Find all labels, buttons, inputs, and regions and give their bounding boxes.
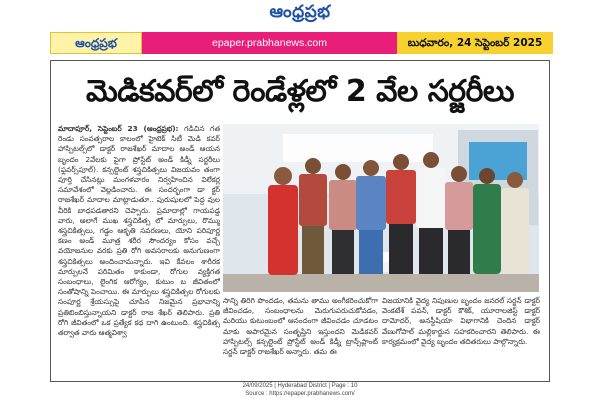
newspaper-logo: ఆంధ్రప్రభ: [269, 2, 331, 22]
article-dateline: మాదాపూర్, సెప్టెంబర్ 23 (ఆంధ్రప్రభ):: [58, 124, 179, 133]
page-footer: [0, 383, 600, 398]
header-bar: [50, 32, 553, 54]
article-photo: [223, 124, 539, 292]
article-column-2: సాన్ని తిరిగి పొందడం, తమను తాము అంగీకరించుకోగా జీవించడం, సంబంధాలను మెరుగుపరుచుకోవడం, మరియు కుటుంబంలో ఆనందంగా జీవించడం చూడటం మాకు అపారమైన సంతృప్తిని ఇస్తుందని మెడికవర్ హాస్పిటల్స్ కన్సల్టెంట్ ప్రోస్టేట్ అండ్ కిడ్నీ ట్రాన్స్‌ప్లాంట్ సర్జన్ డాక్టర్ రాజశేఖర్ అన్నారు. తమ ఈ: [223, 296, 378, 357]
article-body-col1: గడిచిన గత రెండు సంవత్సరాల కాలంలో హైటెక్ సిటీ మెడి కవర్ హాస్పిటల్స్‌లో డాక్టర్ రాజశేఖర్ మాదాల అండ్ ఆయన బృందం 2వేలకు పైగా ప్రోస్టేట్ అండ్ కిడ్నీ సర్జరీలు (ఫ్లవర్స్‌పూల్). కన్సల్టెంట్ శస్త్రచికిత్సలు విజయవం తంగా పూర్తి చేసినట్లు మంగళవారం నిర్వహించిన విలేకర్ల సమావేశంలో వెల్లడించారు. ఈ సందర్భంగా డా క్టర్ రాజశేఖర్ మాదాల మాట్లాడుతూ.. పురుషులలో పెద్ద వుల వీరికి బాధపడతారని చెప్పారు. ప్రమాదాల్లో గాయపడ్డ వారు, అలాగే ముఖ శస్త్రచికిత్స లో మార్పులు, రొమ్ము శస్త్రచికిత్సలు, గడ్డం ఆకృతి సవరణలు, యోని పరిపూర్ణ కణం అండ్ మూత్ర శరీర సౌందర్యం కోసం వచ్చే వయోజనుల వరకు ప్రతి రోగి అవసరాలకు అనుగుణంగా శస్త్రచికిత్సలు అందించామన్నారు. ఇవి కేవలం శారీరక మార్పులనే పరిమితం కాకుండా, రోగుల వ్యక్తిగత సంబంధాలు, లైంగిక ఆరోగ్యం, కుటుం బ జీవితంలో సంతోషాన్ని పెంచాయి. ఈ మార్పులు శస్త్రచికిత్సల రోగులకు సంపూర్ణ శ్రేయస్సుపై చూపిన నిజమైన ప్రభావాన్ని ప్రతిబింబిస్తున్నాయని డాక్టర్ రాజ శేఖర్ తెలిపారు. ప్రతి రోగి జీవితంలో ఒక ప్రత్యేక కథ దాగి ఉంటుంది. శస్త్రచికిత్స తర్వాత వారు ఆత్మవిశ్వా: [58, 124, 220, 338]
article-column-1: [58, 124, 220, 376]
header-logo: ఆంధ్రప్రభ: [50, 32, 142, 54]
footer-source[interactable]: Source : https://epaper.prabhanews.com/: [245, 390, 355, 397]
footer-page-info: 24/09/2025 | Hyderabad District | Page : 10: [242, 383, 358, 389]
epaper-url[interactable]: epaper.prabhanews.com: [142, 32, 397, 54]
article-headline: మెడికవర్‌లో రెండేళ్లలో 2 వేల సర్జరీలు: [85, 74, 515, 109]
issue-date: బుధవారం, 24 సెప్టెంబర్ 2025: [397, 32, 553, 54]
masthead: [0, 2, 600, 28]
group-photo-illustration: [223, 124, 539, 292]
article-column-3: విజయానికి వైద్య నిపుణుల బృందం జనరల్ సర్జన్ డాక్టర్ వెంకటేశ్ పవన్, డాక్టర్ కౌశిక్, యూరాలజిస్ట్ డాక్టర్ దామోదర్, అనస్థీషియా విభాగానికి చెందిన డాక్టర్ వేణుగోపాల్ మల్లికార్జున సహకరించారని తెలిపారు. ఈ కార్యక్రమంలో వైద్య బృందం తదితరులు పాల్గొన్నారు.: [382, 296, 540, 346]
